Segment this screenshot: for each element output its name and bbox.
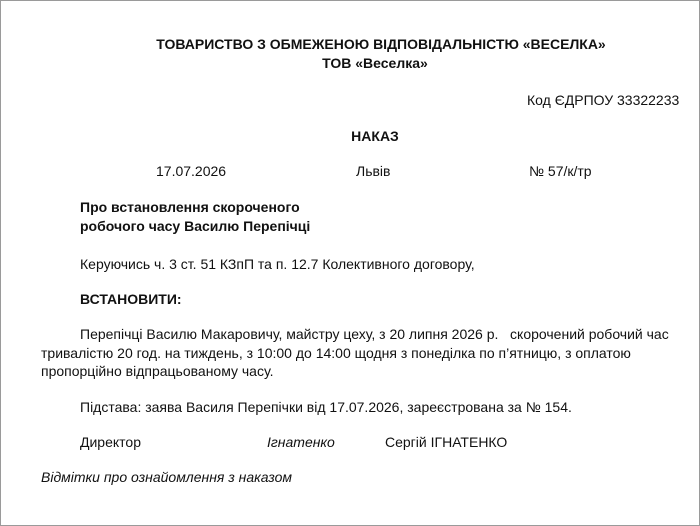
subject-line-1: Про встановлення скороченого <box>80 199 300 215</box>
grounds-text: Підстава: заява Василя Перепічки від 17.07.2026, зареєстрована за № 154. <box>80 399 572 415</box>
company-full-name: ТОВАРИСТВО З ОБМЕЖЕНОЮ ВІДПОВІДАЛЬНІСТЮ «ВЕСЕЛКА» <box>156 36 606 52</box>
company-short-name: ТОВ «Веселка» <box>322 55 428 71</box>
signature-mark: Ігнатенко <box>267 434 335 450</box>
order-date: 17.07.2026 <box>156 163 227 179</box>
order-number: № 57/к/тр <box>529 163 592 179</box>
signatory-position: Директор <box>80 434 141 450</box>
basis-text: Керуючись ч. 3 ст. 51 КЗпП та п. 12.7 Колективного договору, <box>80 256 475 272</box>
body-line-2: тривалістю 20 год. на тиждень, з 10:00 до 14:00 щодня з понеділка по п’ятницю, з оплатою <box>41 345 631 361</box>
body-line-1: Перепічці Василю Макаровичу, майстру цеху, з 20 липня 2026 р. скорочений робочий час <box>80 326 669 342</box>
order-title: НАКАЗ <box>351 128 399 144</box>
edrpou-code: Код ЄДРПОУ 33322233 <box>527 92 680 108</box>
body-line-3: пропорційно відпрацьованому часу. <box>41 363 274 379</box>
signatory-name: Сергій ІГНАТЕНКО <box>385 434 508 450</box>
decree-heading: ВСТАНОВИТИ: <box>80 291 182 307</box>
order-city: Львів <box>356 163 391 179</box>
acknowledgement-note: Відмітки про ознайомлення з наказом <box>41 469 292 485</box>
subject-line-2: робочого часу Василю Перепічці <box>80 218 311 234</box>
